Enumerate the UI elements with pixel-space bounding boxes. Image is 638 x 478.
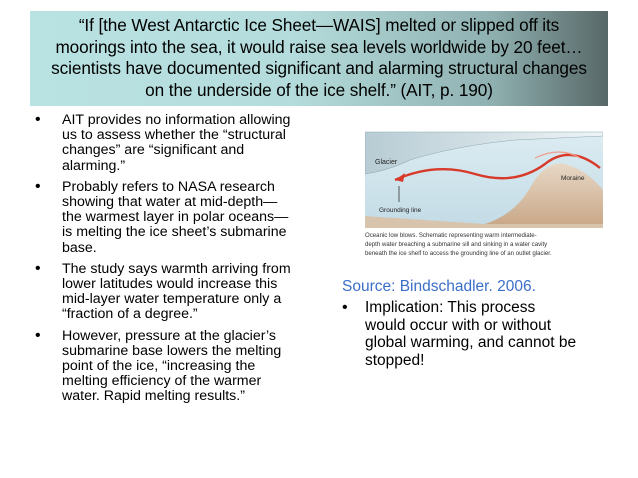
bullet-line: The study says warmth arriving from: [62, 260, 291, 277]
implication-line: global warming, and cannot be: [365, 334, 577, 351]
bullet-line: melting efficiency of the warmer: [62, 373, 262, 390]
source-citation: Source: Bindschadler. 2006.: [342, 278, 536, 295]
bullet-text: [62, 262, 332, 323]
ice-shelf-diagram: [365, 124, 603, 260]
quote-line: on the underside of the ice shelf.” (AIT, p. 190): [145, 79, 493, 100]
figure-caption-line: depth water breaching a submarine sill and sinking in a water cavity: [365, 241, 548, 248]
bullet-line: Probably refers to NASA research: [62, 178, 275, 195]
quote-line: “If [the West Antarctic Ice Sheet—WAIS] melted or slipped off its: [78, 15, 560, 35]
bullet-line: “fraction of a degree.”: [62, 306, 198, 323]
bullet-line: us to assess whether the “structural: [62, 127, 286, 144]
bullet-line: changes” are “significant and: [62, 142, 245, 159]
quote-box: [30, 11, 608, 106]
bullet-line: showing that water at mid-depth—: [62, 194, 278, 211]
grounding-line-label: Grounding line: [379, 207, 422, 214]
bullet-symbol: •: [35, 111, 41, 128]
list-item: [32, 259, 332, 323]
bullet-symbol: •: [35, 326, 41, 344]
bullet-text: [62, 329, 332, 405]
glacier-label: Glacier: [375, 159, 398, 166]
figure-caption-line: Oceanic low blows. Schematic representing warm intermediate-: [365, 232, 537, 239]
bullet-line: mid-layer water temperature only a: [62, 291, 282, 308]
list-item: [32, 113, 332, 174]
left-bullet-list: [32, 113, 332, 411]
right-bullet-list: [342, 299, 622, 369]
implication-text: [365, 299, 622, 369]
bullet-symbol: •: [35, 259, 41, 277]
moraine-label: Moraine: [561, 175, 585, 182]
implication-line: Implication: This process: [365, 299, 536, 316]
bullet-text: [62, 113, 332, 174]
figure-caption-line: beneath the ice shelf to access the grounding line of an outlet glacier.: [365, 250, 552, 257]
bullet-line: However, pressure at the glacier’s: [62, 327, 276, 344]
bullet-line: alarming.”: [62, 157, 126, 174]
list-item: [342, 299, 622, 369]
bullet-line: water. Rapid melting results.”: [62, 388, 245, 405]
bullet-line: lower latitudes would increase this: [62, 276, 278, 293]
bullet-symbol: •: [342, 299, 348, 316]
implication-line: stopped!: [365, 351, 425, 369]
bullet-text: [62, 180, 332, 256]
list-item: [32, 177, 332, 256]
bullet-symbol: •: [35, 177, 41, 195]
implication-line: would occur with or without: [365, 316, 552, 334]
bullet-line: point of the ice, “increasing the: [62, 358, 256, 375]
quote-line: moorings into the sea, it would raise sea levels worldwide by 20 feet…: [55, 36, 583, 57]
bullet-line: is melting the ice sheet’s submarine: [62, 224, 287, 241]
bullet-line: the warmest layer in polar oceans—: [62, 209, 289, 226]
bullet-line: base.: [62, 239, 97, 256]
list-item: [32, 326, 332, 405]
quote-line: scientists have documented significant and alarming structural changes: [51, 58, 587, 78]
bullet-line: AIT provides no information allowing: [62, 112, 291, 128]
bullet-line: submarine base lowers the melting: [62, 342, 282, 359]
